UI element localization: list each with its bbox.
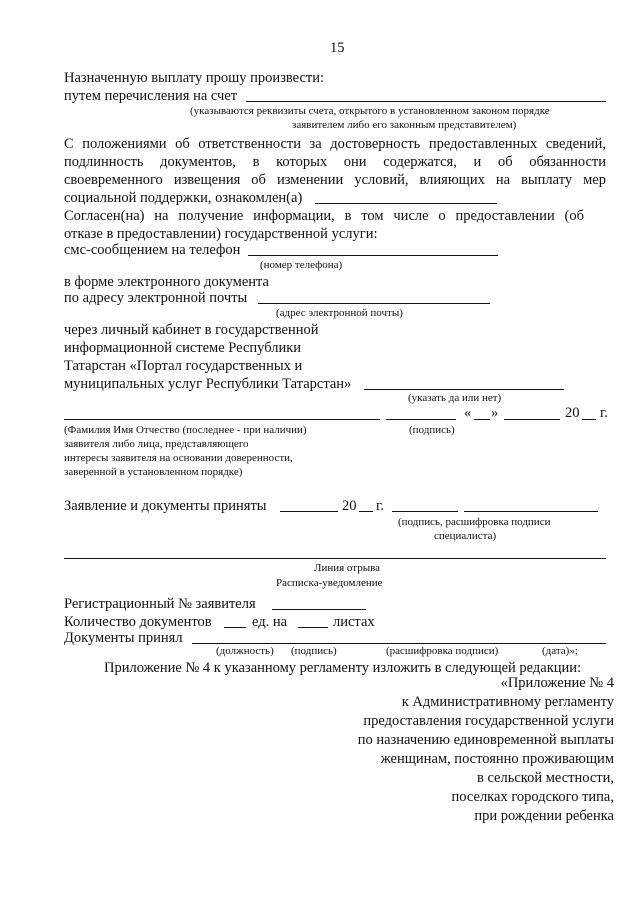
payment-line-2: путем перечисления на счет (64, 88, 238, 104)
consent-line-1: Согласен(на) на получение информации, в том числе о предоставлении (об (64, 208, 584, 224)
appendix-line-6: в сельской местности, (476, 770, 614, 786)
appendix-line-1: «Приложение № 4 (500, 675, 614, 691)
appendix-line-3: предоставления государственной услуги (363, 713, 614, 729)
applicant-sign-field[interactable] (386, 419, 456, 420)
account-note-2: заявителем либо его законным представителем) (292, 119, 517, 131)
email-line-1: в форме электронного документа (64, 274, 269, 290)
note-sign: (подпись) (291, 645, 337, 657)
accepted-year-field[interactable] (359, 511, 373, 512)
phone-note: (номер телефона) (260, 259, 343, 271)
date-year-suffix: г. (600, 405, 608, 421)
consent-line-2: отказе в предоставлении) государственной услуги: (64, 226, 378, 242)
portal-line-3: Татарстан «Портал государственных и (64, 358, 303, 374)
specialist-sign-field[interactable] (392, 511, 458, 512)
portal-line-1: через личный кабинет в государственной (64, 322, 319, 338)
fio-note-1: (Фамилия Имя Отчество (последнее - при наличии) (64, 424, 307, 436)
fio-note-4: заверенной в установленном порядке) (64, 466, 243, 478)
accepted-note-2: специалиста) (434, 530, 497, 542)
date-year: 20 (565, 405, 580, 421)
accepted-by-field[interactable] (192, 643, 606, 644)
portal-line-2: информационной системе Республики (64, 340, 302, 356)
yesno-note: (указать да или нет) (408, 392, 502, 404)
portal-line-4: муниципальных услуг Республики Татарстан» (64, 376, 352, 392)
sign-note: (подпись) (409, 424, 455, 436)
reg-label: Регистрационный № заявителя (64, 596, 256, 612)
accepted-by-label: Документы принял (64, 630, 183, 646)
accepted-year-suffix: г. (376, 498, 384, 514)
account-field[interactable] (246, 101, 606, 102)
appendix-line-2: к Административному регламенту (401, 694, 614, 710)
account-note-1: (указываются реквизиты счета, открытого в установленном законом порядке (190, 105, 550, 117)
page-number: 15 (330, 40, 345, 56)
email-note: (адрес электронной почты) (276, 307, 403, 319)
note-date: (дата)»; (542, 645, 578, 657)
accepted-date-field[interactable] (280, 511, 338, 512)
count-sheets-field[interactable] (298, 627, 328, 628)
reg-number-field[interactable] (272, 609, 366, 610)
phone-field[interactable] (248, 255, 498, 256)
date-month-field[interactable] (504, 419, 560, 420)
accepted-year: 20 (342, 498, 357, 514)
note-decode: (расшифровка подписи) (386, 645, 499, 657)
fio-note-3: интересы заявителя на основании доверенности, (64, 452, 293, 464)
email-line-2: по адресу электронной почты (64, 290, 248, 306)
payment-line-1: Назначенную выплату прошу произвести: (64, 70, 325, 86)
acquaint-line-1: С положениями об ответственности за достоверность предоставленных сведений, (64, 136, 606, 152)
date-open-quote: « (464, 405, 472, 421)
fio-note-2: заявителя либо лица, представляющего (64, 438, 249, 450)
appendix-line-8: при рождении ребенка (474, 808, 614, 824)
appendix-line-4: по назначению единовременной выплаты (357, 732, 614, 748)
date-day-field[interactable] (474, 419, 490, 420)
acquaint-line-2: подлинность документов, в которых они содержатся, и об обязанности (64, 154, 606, 170)
count-label-a: Количество документов (64, 614, 212, 630)
tear-line (64, 558, 606, 559)
portal-yesno-field[interactable] (364, 389, 564, 390)
tear-line-label: Линия отрыва (314, 562, 381, 574)
receipt-title: Расписка-уведомление (276, 577, 383, 589)
date-close-quote: » (491, 405, 499, 421)
acquaint-line-3: своевременного извещения об изменении условий, влияющих на выплату мер (64, 172, 606, 188)
specialist-name-field[interactable] (464, 511, 598, 512)
accepted-label: Заявление и документы приняты (64, 498, 267, 514)
count-units-field[interactable] (224, 627, 246, 628)
count-label-c: листах (333, 614, 375, 630)
appendix-line-5: женщинам, постоянно проживающим (380, 751, 614, 767)
note-position: (должность) (216, 645, 274, 657)
appendix-intro: Приложение № 4 к указанному регламенту изложить в следующей редакции: (104, 660, 582, 676)
count-label-b: ед. на (252, 614, 288, 630)
appendix-line-7: поселках городского типа, (451, 789, 614, 805)
email-field[interactable] (258, 303, 490, 304)
acquaint-sign-field[interactable] (315, 203, 497, 204)
accepted-note-1: (подпись, расшифровка подписи (398, 516, 551, 528)
sms-label: смс-сообщением на телефон (64, 242, 241, 258)
acquaint-line-4: социальной поддержки, ознакомлен(а) (64, 190, 303, 206)
applicant-name-field[interactable] (64, 419, 380, 420)
date-year-field[interactable] (582, 419, 596, 420)
